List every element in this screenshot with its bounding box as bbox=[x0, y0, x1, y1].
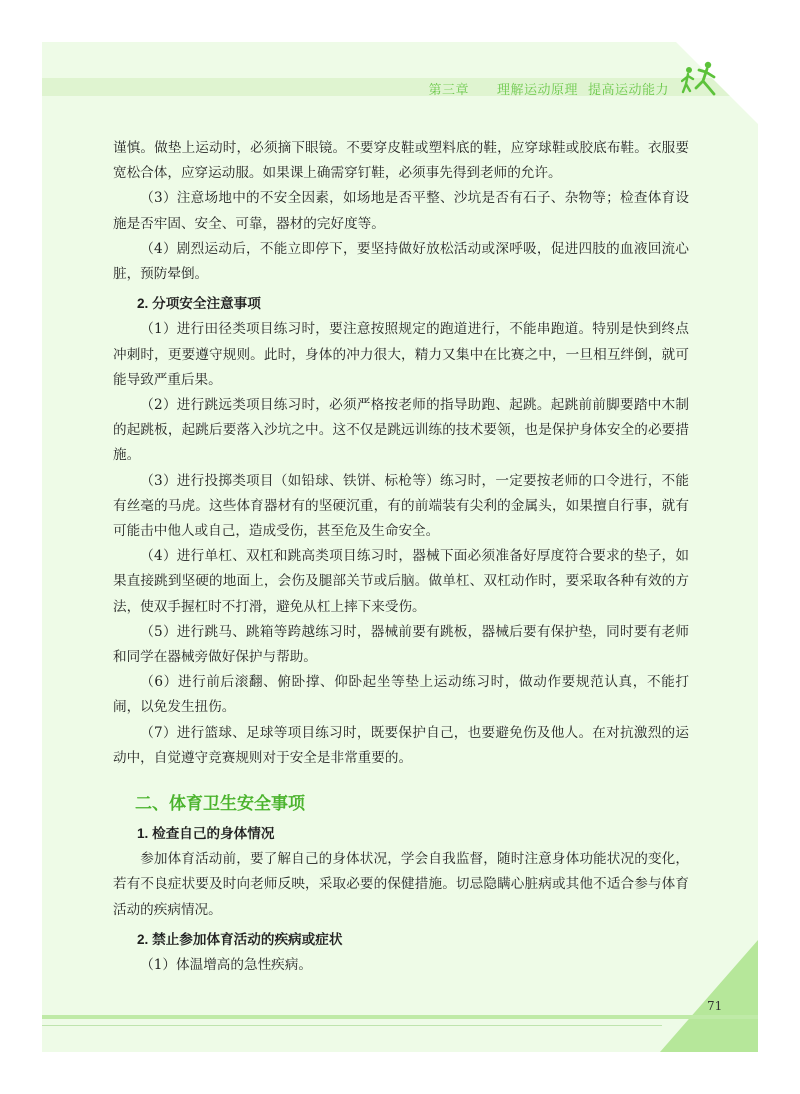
paragraph-condition-1: （1）体温增高的急性疾病。 bbox=[140, 957, 312, 974]
runner-silhouette-icon bbox=[681, 60, 721, 100]
paragraph-sport-3: （3）进行投掷类项目（如铅球、铁饼、标枪等）练习时，一定要按老师的口令进行，不能有丝毫的马虎。这些体育器材有的坚硬沉重，有的前端装有尖利的金属头，如果擅自行事，就有可能击中他人或自己，造成受伤，甚至危及生命安全。 bbox=[113, 472, 689, 540]
subheading-prohibited: 2. 禁止参加体育活动的疾病或症状 bbox=[137, 931, 343, 947]
subheading-check-health: 1. 检查自己的身体情况 bbox=[137, 826, 275, 842]
footer-stripe bbox=[42, 1015, 758, 1019]
paragraph-sport-6: （6）进行前后滚翻、俯卧撑、仰卧起坐等垫上运动练习时，做动作要规范认真，不能打闹，以免发生扭伤。 bbox=[113, 674, 689, 716]
part-heading-2: 二、体育卫生安全事项 bbox=[135, 794, 305, 814]
chapter-title-part1: 理解运动原理 bbox=[496, 82, 578, 97]
chapter-label: 第三章 bbox=[428, 82, 469, 97]
chapter-title-part2: 提高运动能力 bbox=[587, 82, 669, 97]
paragraph-sport-2: （2）进行跳远类项目练习时，必须严格按老师的指导助跑、起跳。起跳前前脚要踏中木制的起跳板，起跳后要落入沙坑之中。这不仅是跳远训练的技术要领，也是保护身体安全的必要措施。 bbox=[113, 397, 689, 464]
paragraph-check-health: 参加体育活动前，要了解自己的身体状况，学会自我监督，随时注意身体功能状况的变化，若有不良症状要及时向老师反映，采取必要的保健措施。切忌隐瞒心脏病或其他不适合参与体育活动的疾病情况。 bbox=[113, 851, 689, 918]
paragraph-sport-7: （7）进行篮球、足球等项目练习时，既要保护自己，也要避免伤及他人。在对抗激烈的运动中，自觉遵守竞赛规则对于安全是非常重要的。 bbox=[113, 724, 689, 766]
paragraph-sport-1: （1）进行田径类项目练习时，要注意按照规定的跑道进行，不能串跑道。特别是快到终点冲刺时，更要遵守规则。此时，身体的冲力很大，精力又集中在比赛之中，一旦相互绊倒，就可能导致严重后果。 bbox=[113, 321, 689, 388]
main-content bbox=[113, 136, 689, 978]
paragraph-item-4: （4）剧烈运动后，不能立即停下，要坚持做好放松活动或深呼吸，促进四肢的血液回流心脏，预防晕倒。 bbox=[113, 240, 689, 283]
paragraph-sport-5: （5）进行跳马、跳箱等跨越练习时，器械前要有跳板，器械后要有保护垫，同时要有老师和同学在器械旁做好保护与帮助。 bbox=[113, 623, 689, 666]
paragraph-intro: 谨慎。做垫上运动时，必须摘下眼镜。不要穿皮鞋或塑料底的鞋，应穿球鞋或胶底布鞋。衣服要宽松合体，应穿运动服。如果课上确需穿钉鞋，必须事先得到老师的允许。 bbox=[113, 140, 689, 182]
paragraph-sport-4: （4）进行单杠、双杠和跳高类项目练习时，器械下面必须准备好厚度符合要求的垫子，如果直接跳到坚硬的地面上，会伤及腿部关节或后脑。做单杠、双杠动作时，要采取各种有效的方法，使双手握杠时不打滑，避免从杠上摔下来受伤。 bbox=[113, 548, 689, 615]
section-heading-2: 2. 分项安全注意事项 bbox=[137, 296, 261, 312]
running-header bbox=[428, 79, 669, 98]
paragraph-item-3: （3）注意场地中的不安全因素，如场地是否平整、沙坑是否有石子、杂物等；检查体育设施是否牢固、安全、可靠，器材的完好度等。 bbox=[113, 190, 689, 232]
page-number: 71 bbox=[707, 999, 723, 1013]
footer-rule bbox=[42, 1025, 662, 1026]
